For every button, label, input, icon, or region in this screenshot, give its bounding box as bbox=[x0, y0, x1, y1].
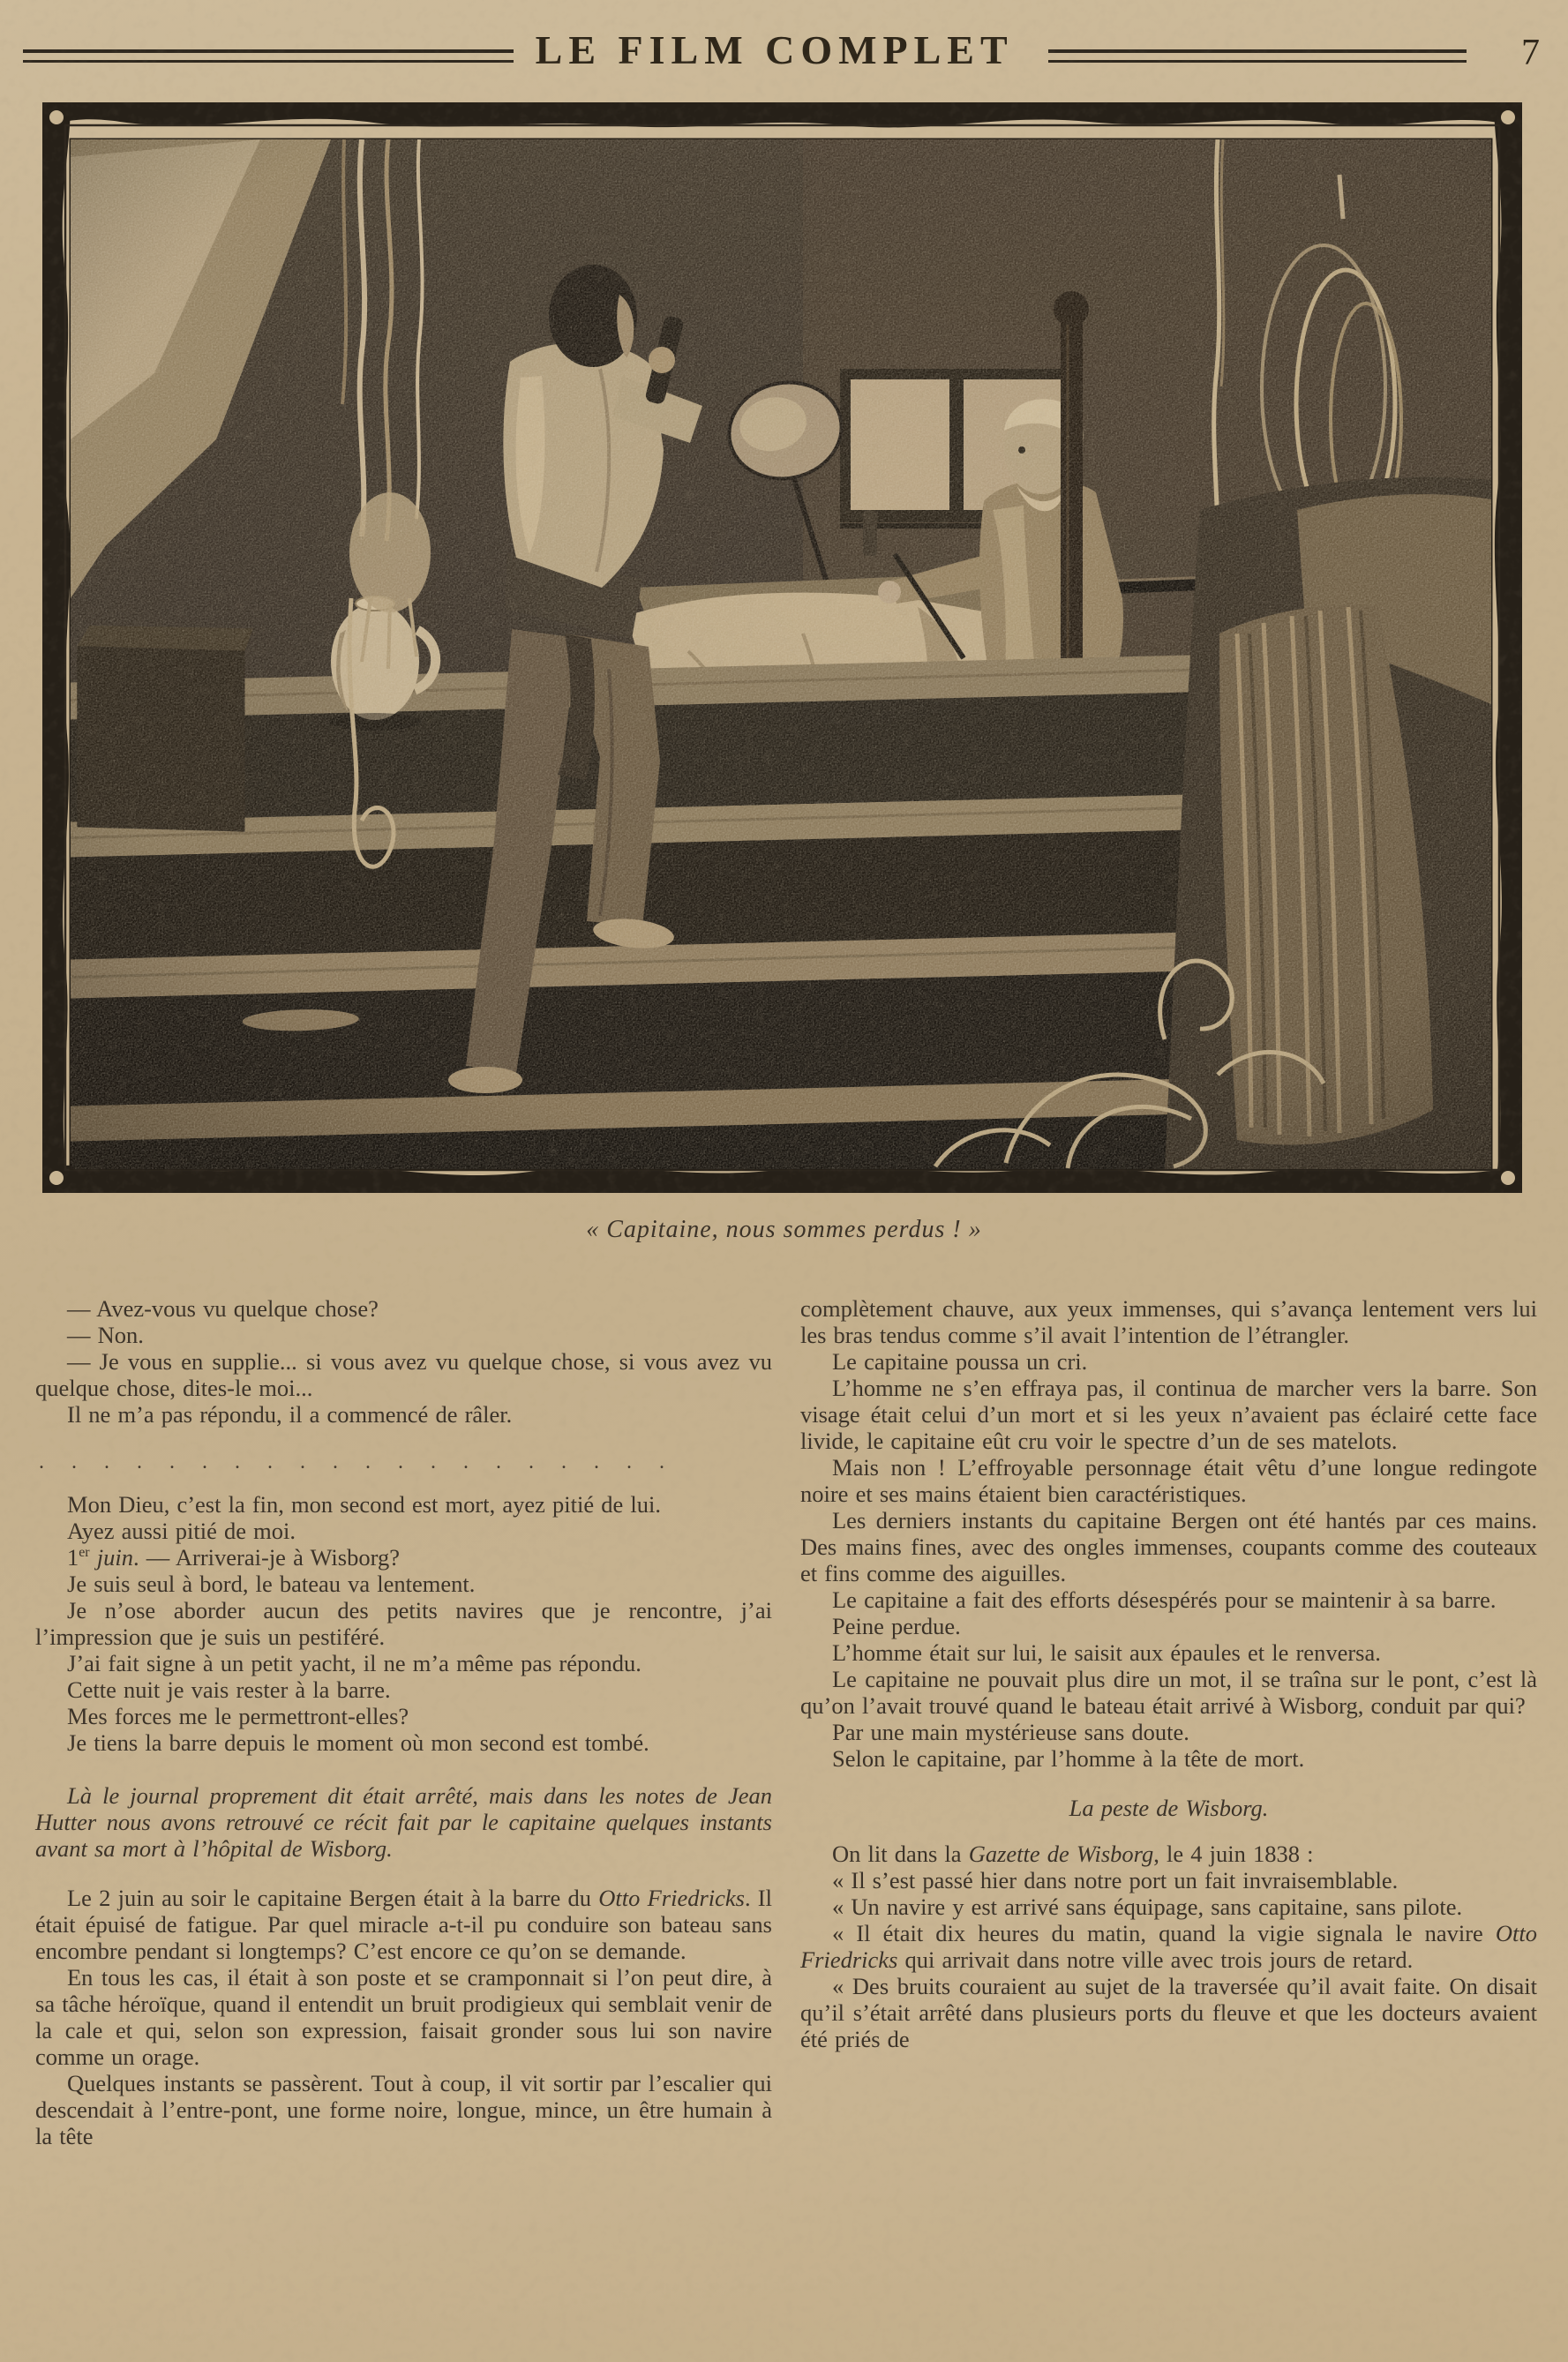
paragraph: Les derniers instants du capitaine Bergen ont été hantés par ces mains. Des mains fines, avec des ongles immenses, coupants comme des couteaux et fins comme des aiguilles. bbox=[800, 1507, 1537, 1586]
paragraph: Le 2 juin au soir le capitaine Bergen était à la barre du Otto Friedricks. Il était épuisé de fatigue. Par quel miracle a-t-il pu conduire son bateau sans encombre pendant si longtemps? C’est encore ce qu’on se demande. bbox=[35, 1885, 772, 1964]
article-body bbox=[35, 1295, 1537, 2149]
paragraph: — Avez-vous vu quelque chose? bbox=[67, 1295, 379, 1322]
frame-corner-ornament bbox=[47, 1168, 66, 1188]
section-heading: La peste de Wisborg. bbox=[1069, 1795, 1269, 1821]
paragraph: Je n’ose aborder aucun des petits navires que je rencontre, j’ai l’impression que je suis un pestiféré. bbox=[35, 1597, 772, 1650]
masthead-rule-right bbox=[1048, 49, 1467, 63]
frame-corner-ornament bbox=[1498, 108, 1518, 127]
paragraph: « Il était dix heures du matin, quand la vigie signala le navire Otto Friedricks qui arrivait dans notre ville avec trois jours de retard. bbox=[800, 1920, 1537, 1973]
paragraph: Cette nuit je vais rester à la barre. bbox=[67, 1676, 391, 1703]
page-number: 7 bbox=[1521, 33, 1540, 73]
paragraph: Là le journal proprement dit était arrêté, mais dans les notes de Jean Hutter nous avons retrouvé ce récit fait par le capitaine quelques instants avant sa mort à l’hôpital de Wisborg. bbox=[35, 1782, 772, 1862]
paragraph: Je suis seul à bord, le bateau va lentement. bbox=[67, 1571, 476, 1597]
film-still-photo bbox=[71, 139, 1491, 1169]
paragraph: Mes forces me le permettront-elles? bbox=[67, 1703, 409, 1729]
masthead-title: LE FILM COMPLET bbox=[535, 27, 1014, 72]
photo-caption: « Capitaine, nous sommes perdus ! » bbox=[586, 1216, 982, 1243]
paragraph: Il ne m’a pas répondu, il a commencé de râler. bbox=[67, 1401, 513, 1428]
paragraph: Mon Dieu, c’est la fin, mon second est mort, ayez pitié de lui. bbox=[67, 1491, 661, 1518]
masthead-rule-left bbox=[23, 49, 514, 63]
paragraph: Selon le capitaine, par l’homme à la tête de mort. bbox=[832, 1745, 1305, 1772]
column-right bbox=[800, 1295, 1537, 2149]
paragraph: Le capitaine ne pouvait plus dire un mot, il se traîna sur le pont, c’est là qu’on l’avait trouvé quand le bateau était arrivé à Wisborg, conduit par qui? bbox=[800, 1666, 1537, 1719]
paragraph: En tous les cas, il était à son poste et se cramponnait si l’on peut dire, à sa tâche héroïque, quand il entendit un bruit prodigieux qui semblait venir de la cale et qui, selon son expression, faisait gronder sous lui son navire comme un orage. bbox=[35, 1964, 772, 2070]
paragraph: complètement chauve, aux yeux immenses, qui s’avança lentement vers lui les bras tendus comme s’il avait l’intention de l’étrangler. bbox=[800, 1295, 1537, 1348]
paragraph: Le capitaine a fait des efforts désespérés pour se maintenir à sa barre. bbox=[832, 1586, 1497, 1613]
paragraph: J’ai fait signe à un petit yacht, il ne m’a même pas répondu. bbox=[67, 1650, 641, 1676]
paragraph: Le capitaine poussa un cri. bbox=[832, 1348, 1088, 1375]
frame-corner-ornament bbox=[1498, 1168, 1518, 1188]
paragraph: « Un navire y est arrivé sans équipage, sans capitaine, sans pilote. bbox=[832, 1893, 1463, 1920]
paragraph: — Je vous en supplie... si vous avez vu quelque chose, si vous avez vu quelque chose, dites-le moi... bbox=[35, 1348, 772, 1401]
paragraph: — Non. bbox=[67, 1322, 144, 1348]
paragraph: Je tiens la barre depuis le moment où mon second est tombé. bbox=[67, 1729, 649, 1756]
paragraph: Par une main mystérieuse sans doute. bbox=[832, 1719, 1189, 1745]
paragraph: L’homme était sur lui, le saisit aux épaules et le renversa. bbox=[832, 1639, 1381, 1666]
paragraph: Quelques instants se passèrent. Tout à coup, il vit sortir par l’escalier qui descendait à l’entre-pont, une forme noire, longue, mince, un être humain à la tête bbox=[35, 2070, 772, 2149]
paragraph: Ayez aussi pitié de moi. bbox=[67, 1518, 296, 1544]
paragraph: L’homme ne s’en effraya pas, il continua de marcher vers la barre. Son visage était celui d’un mort et si les yeux n’avaient pas éclairé cette face livide, le capitaine eût cru voir le spectre d’un de ses matelots. bbox=[800, 1375, 1537, 1454]
paragraph: « Il s’est passé hier dans notre port un fait invraisemblable. bbox=[832, 1867, 1399, 1893]
paragraph: Peine perdue. bbox=[832, 1613, 961, 1639]
paragraph: .................... bbox=[39, 1451, 692, 1473]
paragraph: Mais non ! L’effroyable personnage était vêtu d’une longue redingote noire et ses mains étaient bien caractéristiques. bbox=[800, 1454, 1537, 1507]
column-left bbox=[35, 1295, 772, 2149]
paragraph: On lit dans la Gazette de Wisborg, le 4 juin 1838 : bbox=[832, 1841, 1314, 1867]
frame-corner-ornament bbox=[47, 108, 66, 127]
paragraph: « Des bruits couraient au sujet de la traversée qu’il avait faite. On disait qu’il s’était arrêté dans plusieurs ports du fleuve et que les docteurs avaient été priés de bbox=[800, 1973, 1537, 2052]
paragraph: 1er juin. — Arriverai-je à Wisborg? bbox=[67, 1544, 400, 1571]
